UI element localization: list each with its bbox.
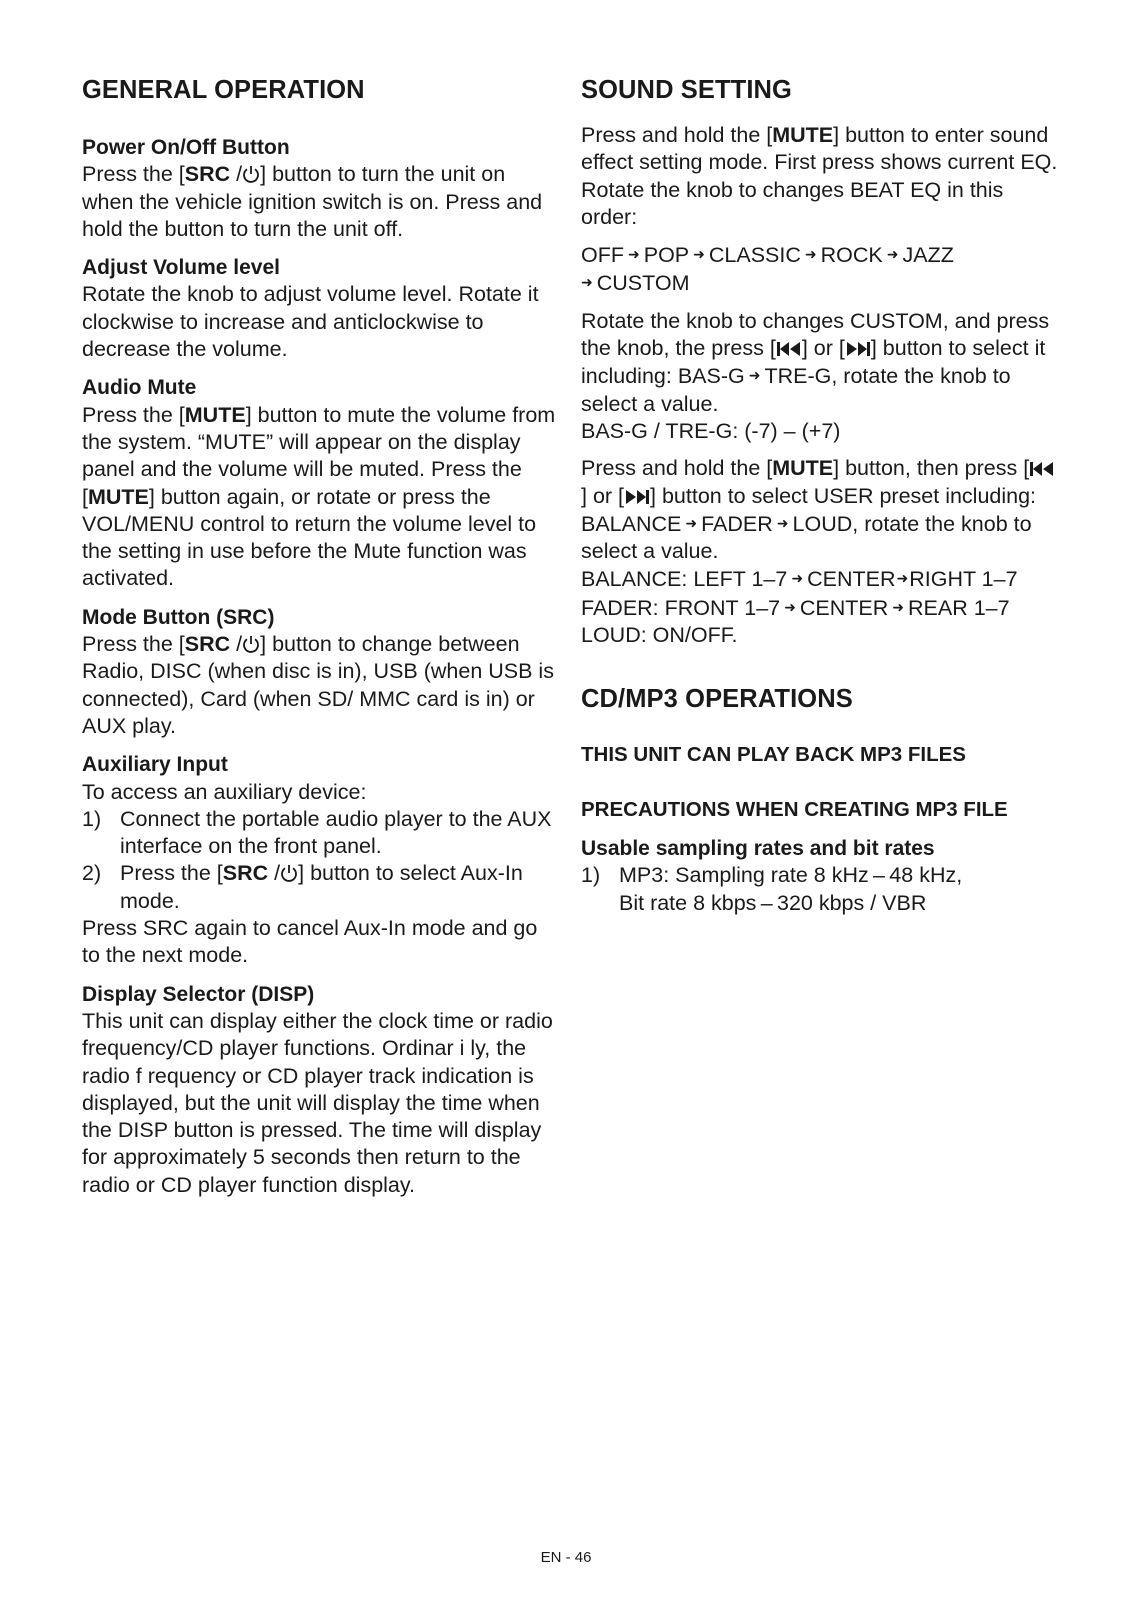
disp-heading: Display Selector (DISP) [82,982,315,1006]
loud-range: LOUD: ON/OFF. [581,623,738,648]
mode-section [82,604,557,740]
fader-range: FADER: FRONT 1–7 ➜ CENTER ➜ REAR 1–7 [581,595,1010,620]
prev-track-icon [776,340,802,358]
mp3-playback-heading: THIS UNIT CAN PLAY BACK MP3 FILES [581,743,966,767]
arrow-right-icon: ➜ [892,598,905,615]
disp-section [82,981,557,1199]
arrow-right-icon: ➜ [748,367,761,384]
precautions-heading: PRECAUTIONS WHEN CREATING MP3 FILE [581,797,1008,821]
src-label: SRC [184,162,231,187]
list-item: 2) Press the [SRC / ] button to select Aux-In mode. [82,861,523,913]
cd-mp3-title: CD/MP3 OPERATIONS [581,685,853,714]
page-number: EN - 46 [540,1549,592,1566]
aux-section [82,751,557,969]
power-section [82,134,557,243]
power-icon [242,634,260,654]
mute-heading: Audio Mute [82,376,197,400]
list-item: 1) Connect the portable audio player to the AUX interface on the front panel. [82,806,552,859]
user-preset-text: Press and hold the [MUTE] button, then press [] or [ ] button to select USER preset including: [581,455,1061,510]
power-heading: Power On/Off Button [82,136,290,159]
arrow-right-icon: ➜ [776,514,789,531]
disp-text: This unit can display either the clock time or radio frequency/CD player functions. Ordinar i ly, the radio f requency or CD player track indication is displayed, but the unit will display the time when the DISP button is pressed. The time will display for approximately 5 seconds then return to the radio or CD player function display. [82,1008,553,1197]
sound-setting-title: SOUND SETTING [581,76,792,104]
arrow-right-icon: ➜ [784,598,796,615]
left-column [82,72,557,1210]
general-operation-title: GENERAL OPERATION [82,76,365,104]
arrow-right-icon: ➜ [628,246,640,263]
next-track-icon [624,488,650,506]
power-icon [280,863,298,883]
power-icon [242,164,260,184]
volume-text: Rotate the knob to adjust volume level. Rotate it clockwise to increase and anticlockwise to decrease the volume. [82,282,539,362]
mode-text: Press the [SRC / ] button to change between Radio, DISC (when disc is in), USB (when USB is connected), Card (when SD/ MMC card is in) or AUX play. [82,632,554,738]
arrow-right-icon: ➜ [685,514,698,531]
power-text: Press the [SRC / ] button to turn the unit on when the vehicle ignition switch is on. Press and hold the button to turn the unit off. [82,162,543,241]
arrow-right-icon: ➜ [896,570,909,587]
aux-steps [82,806,557,915]
arrow-right-icon: ➜ [581,274,593,291]
eq-order: OFF ➜ POP ➜ CLASSIC ➜ ROCK ➜ JAZZ ➜ CUSTOM [581,243,954,296]
custom-text: Rotate the knob to changes CUSTOM, and press the knob, the press [ ] or [ ] button to select it including: BAS-G ➜ TRE-G, rotate the knob to select a value. [581,308,1050,416]
prev-track-icon [1029,460,1055,478]
volume-heading: Adjust Volume level [82,256,280,280]
arrow-right-icon: ➜ [804,246,817,263]
next-track-icon [845,340,871,358]
volume-section [82,254,557,363]
sampling-heading: Usable sampling rates and bit rates [581,836,935,860]
user-preset-order: BALANCE ➜ FADER ➜ LOUD, rotate the knob to select a value. [581,511,1032,564]
aux-outro: Press SRC again to cancel Aux-In mode and go to the next mode. [82,916,538,968]
balance-range: BALANCE: LEFT 1–7 ➜ CENTER➜RIGHT 1–7 [581,567,1018,592]
sampling-list [581,862,1061,917]
sound-intro: Press and hold the [MUTE] button to enter sound effect setting mode. First press shows current EQ. Rotate the knob to changes BEAT EQ in this order: [581,123,1058,229]
list-item: 1) MP3: Sampling rate 8 kHz – 48 kHz, Bit rate 8 kbps – 320 kbps / VBR [581,863,963,915]
arrow-right-icon: ➜ [791,570,804,587]
arrow-right-icon: ➜ [693,246,705,263]
arrow-right-icon: ➜ [886,246,899,263]
right-column [581,72,1061,917]
bass-treble-range: BAS-G / TRE-G: (-7) – (+7) [581,418,841,443]
mute-section [82,374,557,592]
aux-intro: To access an auxiliary device: [82,779,367,804]
mute-text: Press the [MUTE] button to mute the volume from the system. “MUTE” will appear on the display panel and the volume will be muted. Press the [MUTE] button again, or rotate or press the VOL/MENU control to return the volume level to the setting in use before the Mute function was activated. [82,402,556,591]
mode-heading: Mode Button (SRC) [82,605,275,629]
aux-heading: Auxiliary Input [82,753,228,777]
